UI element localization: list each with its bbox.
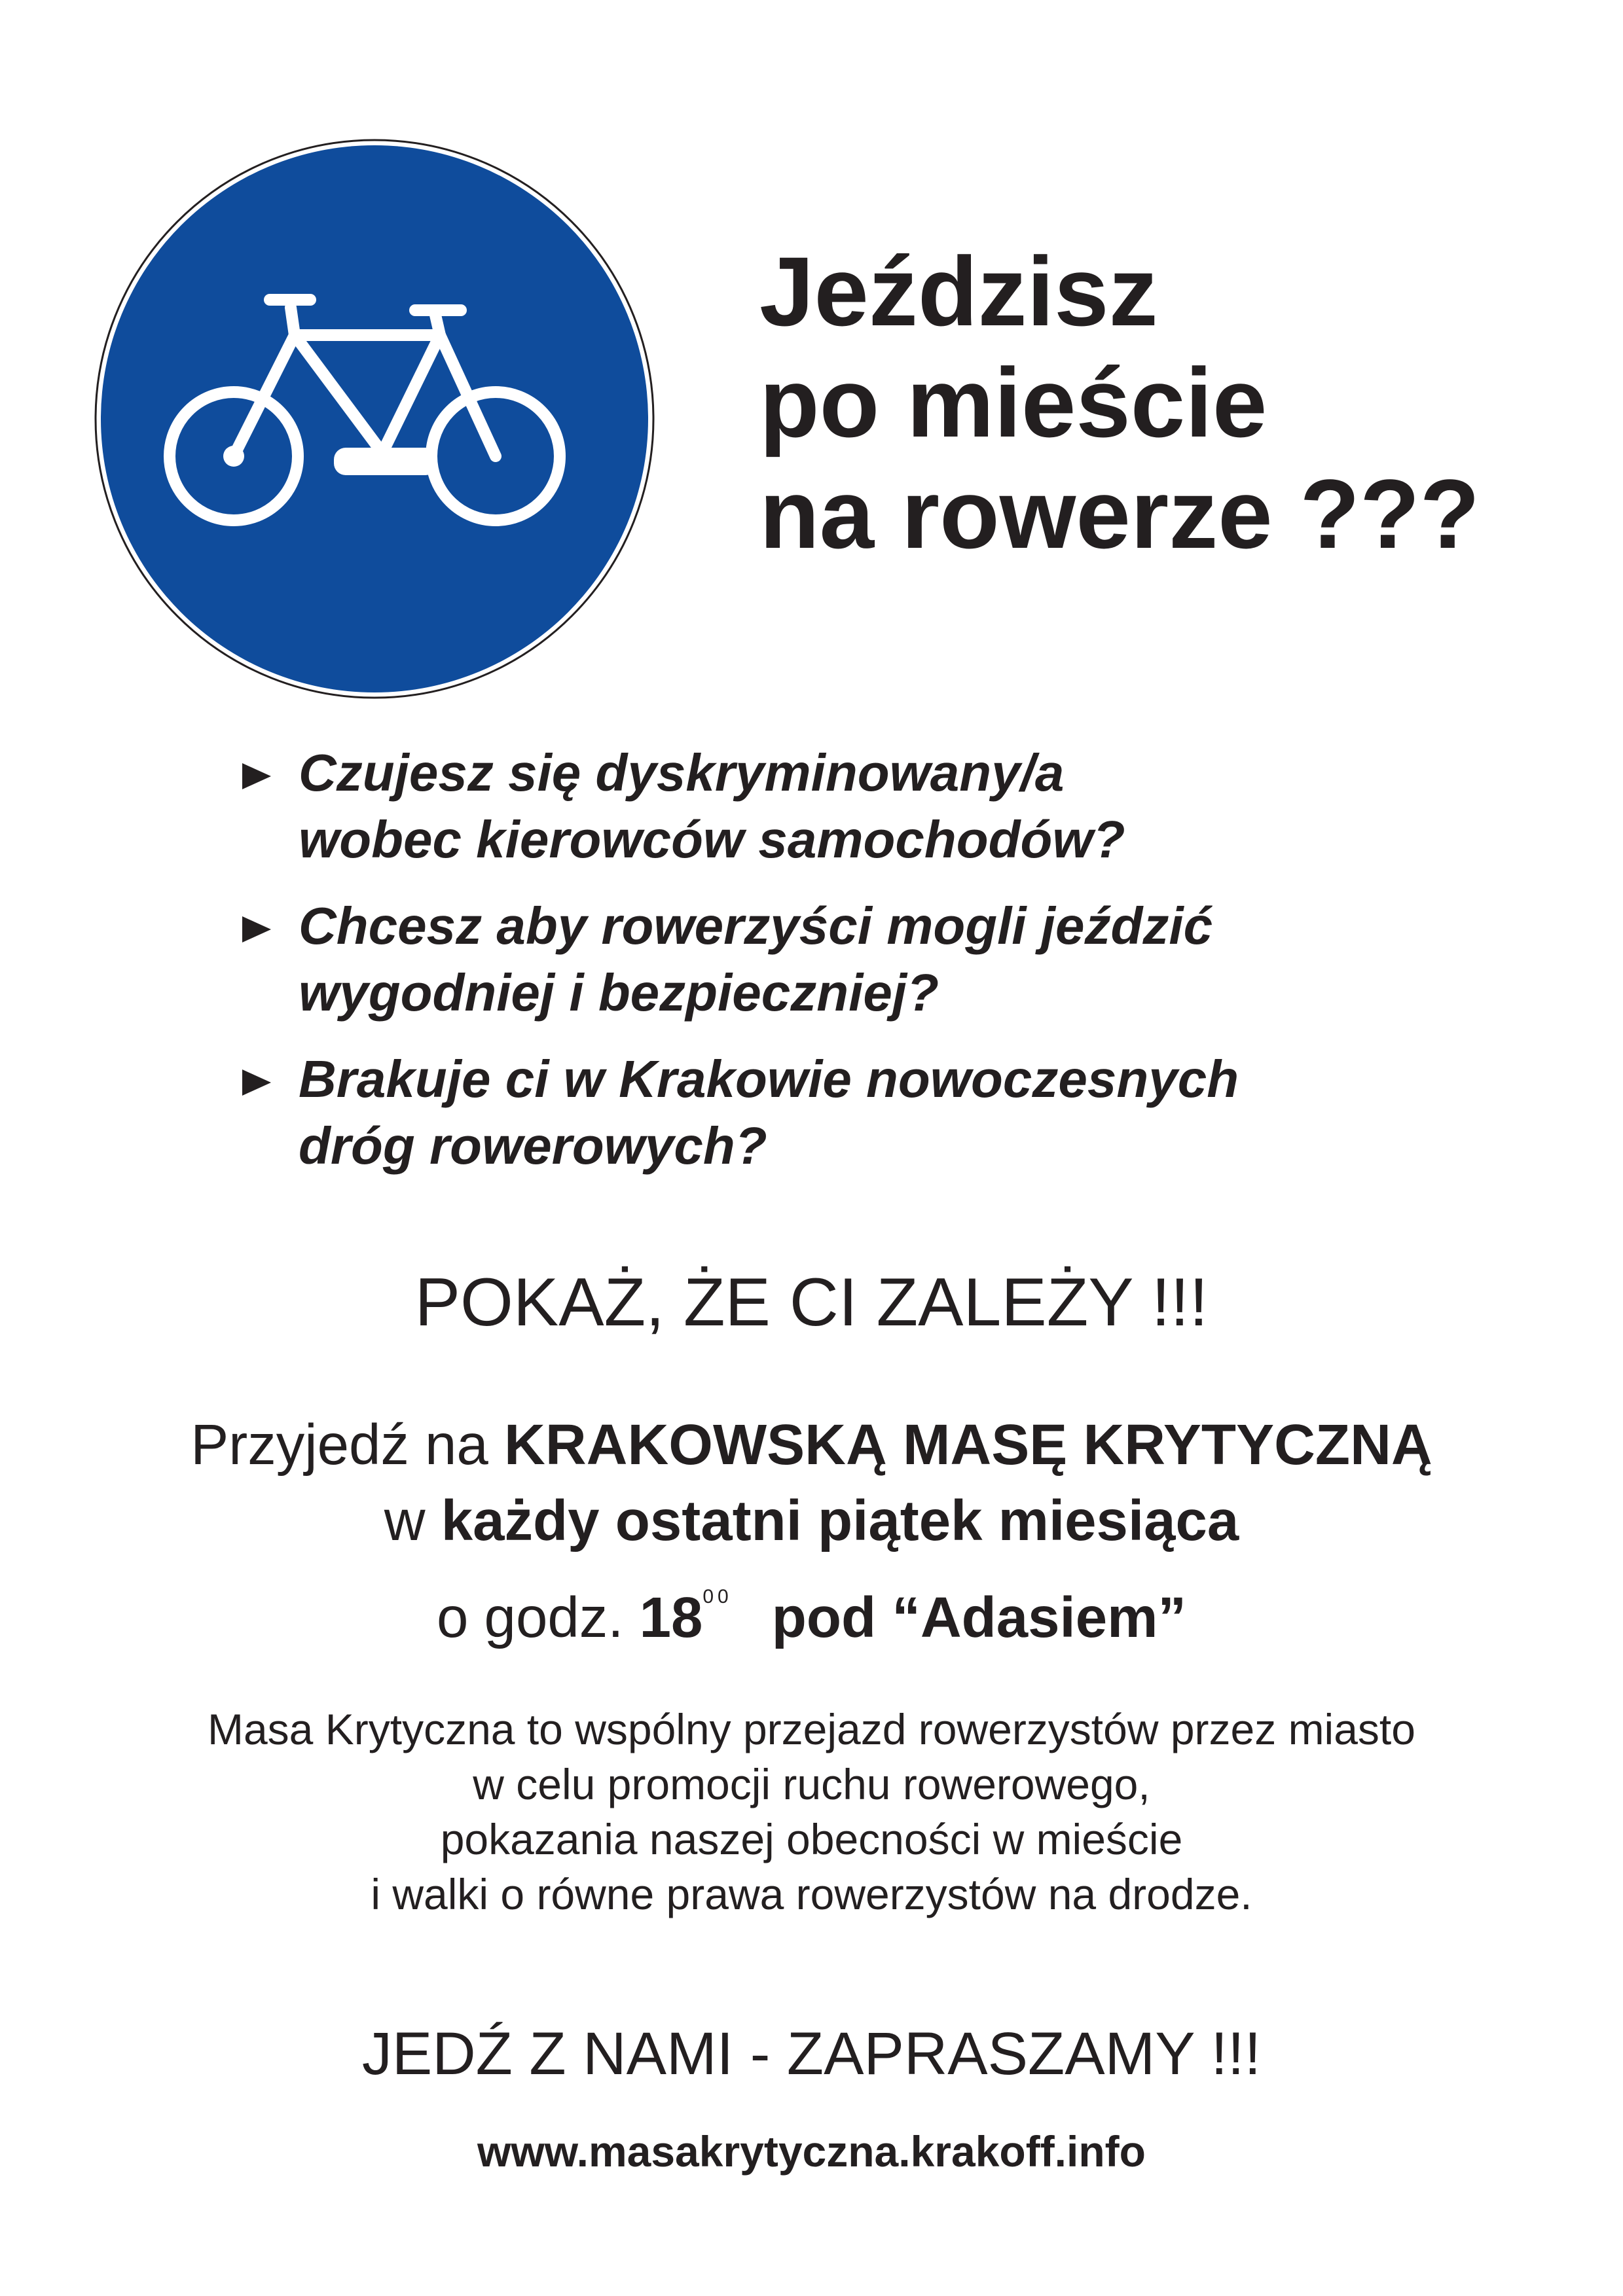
event-place: pod “Adasiem” (771, 1586, 1186, 1649)
question-line: wobec kierowców samochodów? (299, 810, 1125, 869)
closing-call: JEDŹ Z NAMI - ZAPRASZAMY !!! (361, 2020, 1262, 2087)
list-item (242, 893, 1519, 1026)
triangle-bullet-icon (242, 916, 271, 942)
headline-line-3: na rowerze ??? (759, 459, 1480, 569)
question-line: Brakuje ci w Krakowie nowoczesnych (299, 1050, 1239, 1108)
list-item (242, 740, 1519, 873)
question-line: Chcesz aby rowerzyści mogli jeździć (299, 897, 1213, 955)
question-line: Czujesz się dyskryminowany/a (299, 744, 1065, 802)
invite-row-event (0, 1407, 1623, 1483)
slogan: POKAŻ, ŻE CI ZALEŻY !!! (414, 1265, 1209, 1340)
invite-text: o godz. (437, 1586, 640, 1649)
about-line: i walki o równe prawa rowerzystów na drodze. (371, 1870, 1252, 1918)
event-hour: 18 (639, 1586, 703, 1649)
invite-row-time (0, 1559, 1623, 1656)
about-line: Masa Krytyczna to wspólny przejazd rowerzystów przez miasto (208, 1705, 1415, 1753)
question-list (242, 740, 1519, 1199)
bicycle-chainring (334, 448, 437, 475)
event-date: każdy ostatni piątek miesiąca (441, 1489, 1239, 1552)
website-link[interactable]: www.masakrytyczna.krakoff.info (477, 2127, 1146, 2176)
event-name: KRAKOWSKĄ MASĘ KRYTYCZNĄ (503, 1413, 1432, 1477)
triangle-bullet-icon (242, 763, 271, 789)
invite-row-date (0, 1483, 1623, 1559)
invite-text: w (384, 1489, 441, 1552)
triangle-bullet-icon (242, 1069, 271, 1096)
headline (759, 236, 1578, 569)
question-line: wygodniej i bezpieczniej? (299, 963, 939, 1022)
headline-line-1: Jeździsz (759, 236, 1158, 346)
bicycle-road-sign (94, 139, 655, 699)
event-invitation (0, 1407, 1623, 1656)
about-line: pokazania naszej obecności w mieście (440, 1815, 1183, 1863)
about-paragraph (0, 1702, 1623, 1922)
invite-text: Przyjedź na (191, 1413, 504, 1477)
headline-line-2: po mieście (759, 348, 1267, 457)
bicycle-sign-graphic (94, 139, 655, 699)
about-line: w celu promocji ruchu rowerowego, (473, 1760, 1150, 1808)
list-item (242, 1046, 1519, 1179)
question-line: dróg rowerowych? (299, 1117, 767, 1175)
event-minutes: 00 (702, 1586, 733, 1607)
